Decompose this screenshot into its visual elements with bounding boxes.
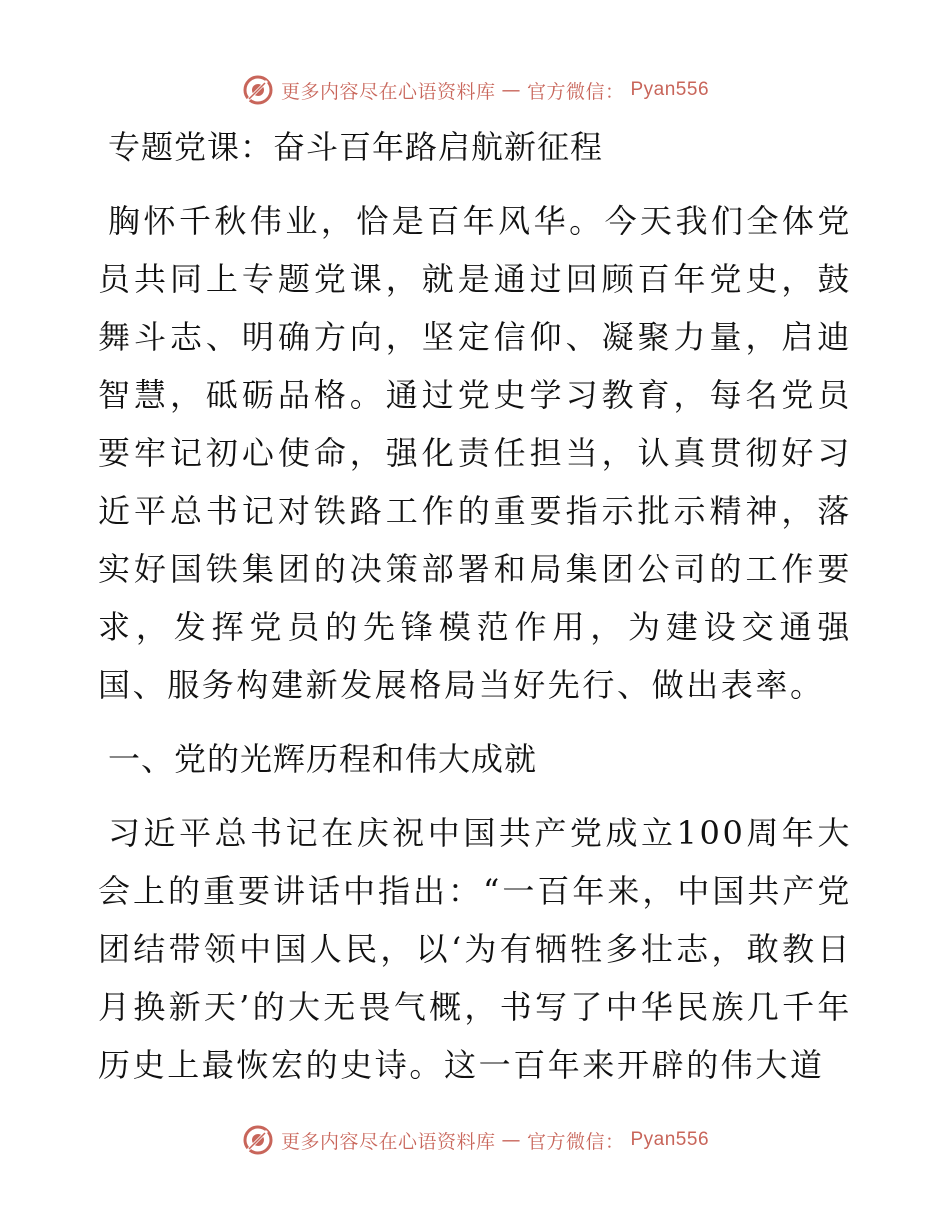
document-title: 专题党课：奋斗百年路启航新征程 — [108, 128, 604, 166]
watermark-logo-icon — [241, 1123, 275, 1157]
watermark-handle: Pyan556 — [630, 79, 710, 100]
watermark-separator: — — [501, 79, 521, 101]
watermark-wechat-label: 官方微信： — [526, 1130, 625, 1153]
paragraph-intro: 胸怀千秋伟业，恰是百年风华。今天我们全体党员共同上专题党课，就是通过回顾百年党史，鼓舞斗志、明确方向，坚定信仰、凝聚力量，启迪智慧，砥砺品格。通过党史学习教育，每名党员要牢记初心使命，强化责任担当，认真贯彻好习近平总书记对铁路工作的重要指示批示精神，落实好国铁集团的决策部署和局集团公司的工作要求，发挥党员的先锋模范作用，为建设交通强国、服务构建新发展格局当好先行、做出表率。 — [98, 202, 852, 704]
section-heading-1: 一、党的光辉历程和伟大成就 — [108, 740, 538, 778]
watermark-text: 更多内容尽在心语资料库 — [280, 1130, 496, 1153]
watermark-text: 更多内容尽在心语资料库 — [280, 80, 496, 103]
watermark-wechat-label: 官方微信： — [526, 80, 625, 103]
document-body — [98, 118, 852, 1110]
watermark-handle: Pyan556 — [630, 1129, 710, 1150]
header-watermark — [0, 70, 950, 110]
paragraph-section-1: 习近平总书记在庆祝中国共产党成立100周年大会上的重要讲话中指出：“一百年来，中国共产党团结带领中国人民，以‘为有牺牲多壮志，敢教日月换新天’的大无畏气概，书写了中华民族几千年历史上最恢宏的史诗。这一百年来开辟的伟大道 — [98, 814, 852, 1084]
watermark-logo-icon — [241, 73, 275, 107]
watermark-separator: — — [501, 1129, 521, 1151]
footer-watermark — [0, 1120, 950, 1160]
